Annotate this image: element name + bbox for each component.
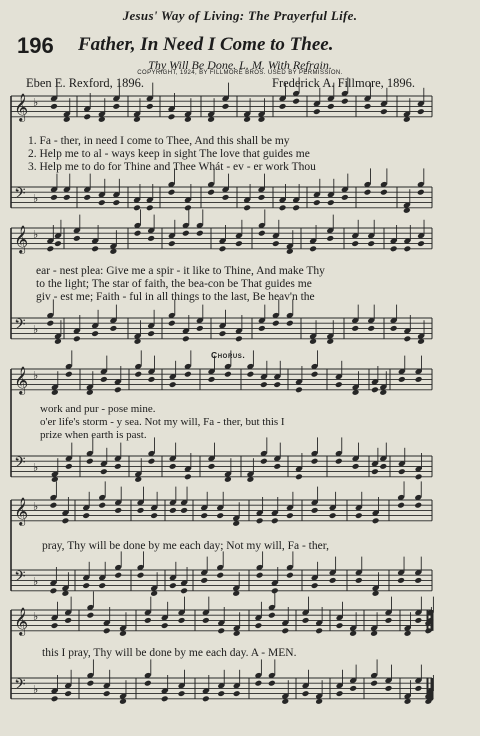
flat-sign: ♭	[33, 683, 39, 696]
note-head	[351, 325, 359, 332]
note-head	[414, 685, 422, 692]
note-head	[147, 330, 155, 337]
lyric-line-s3-v3: prize when earth is past.	[40, 429, 147, 441]
note-head	[415, 376, 423, 383]
note-head	[224, 371, 232, 378]
note-head	[114, 386, 122, 393]
lyric-line-s1-v2: 2. Help me to al - ways keep in sight The love that guides me	[28, 148, 310, 160]
note-head	[161, 622, 169, 629]
note-head	[112, 103, 120, 110]
note-head	[98, 502, 106, 509]
note-head	[86, 680, 94, 687]
note-head	[397, 502, 405, 509]
note-head	[302, 617, 310, 624]
note-head	[271, 517, 279, 524]
flat-sign: ♭	[33, 575, 39, 588]
note-head	[91, 245, 99, 252]
note-head	[46, 320, 54, 327]
note-head	[180, 587, 188, 594]
note-head	[279, 204, 287, 211]
composer-credit: Frederick A. Fillmore, 1896.	[272, 76, 416, 90]
note-head	[272, 320, 280, 327]
hymn-title: Father, In Need I Come to Thee.	[78, 34, 334, 55]
note-head	[114, 463, 122, 470]
note-head	[202, 695, 210, 702]
note-head	[414, 502, 422, 509]
note-head	[268, 680, 276, 687]
note-head	[258, 230, 266, 237]
lyric-line-s3-v2: o'er life's storm - y sea. Not my will, Fa - ther, but this I	[40, 416, 285, 428]
note-head	[219, 330, 227, 337]
note-head	[254, 680, 262, 687]
note-head	[329, 577, 337, 584]
note-head	[336, 622, 344, 629]
hymn-number: 196	[17, 33, 54, 58]
bass-clef: 𝄢	[14, 316, 26, 337]
note-head	[286, 572, 294, 579]
note-head	[313, 199, 321, 206]
note-head	[256, 517, 264, 524]
note-head	[148, 376, 156, 383]
treble-clef: 𝄞	[14, 497, 29, 525]
note-head	[398, 376, 406, 383]
lyric-line-s3-v1: work and pur - pose mine.	[40, 403, 156, 415]
note-head	[243, 204, 251, 211]
note-head	[64, 617, 72, 624]
note-head	[335, 458, 343, 465]
note-head	[292, 204, 300, 211]
note-head	[219, 245, 227, 252]
note-head	[148, 458, 156, 465]
treble-clef: 𝄞	[14, 93, 29, 121]
note-head	[65, 463, 73, 470]
note-head	[279, 103, 287, 110]
note-head	[51, 622, 59, 629]
note-head	[341, 98, 349, 105]
note-head	[414, 577, 422, 584]
note-head	[327, 199, 335, 206]
note-head	[222, 103, 230, 110]
note-head	[256, 572, 264, 579]
treble-clef: 𝄞	[14, 607, 29, 635]
note-head	[49, 587, 57, 594]
note-head	[51, 695, 59, 702]
note-head	[137, 572, 145, 579]
note-head	[390, 245, 398, 252]
note-head	[286, 320, 294, 327]
lyric-line-s2-v2: to the light; The star of faith, the bea-con be That guides me	[36, 278, 312, 290]
lyric-line-s1-v1: 1. Fa - ther, in need I come to Thee, And this shall be my	[28, 135, 290, 147]
note-head	[417, 108, 425, 115]
note-head	[46, 245, 54, 252]
lyric-line-s2-v3: giv - est me; Faith - ful in all things to the last, Be heav'n the	[36, 291, 315, 303]
note-head	[352, 463, 360, 470]
note-head	[86, 612, 94, 619]
note-head	[326, 235, 334, 242]
note-head	[295, 386, 303, 393]
note-head	[168, 320, 176, 327]
note-head	[311, 507, 319, 514]
note-head	[114, 572, 122, 579]
note-head	[168, 189, 176, 196]
note-head	[208, 376, 216, 383]
note-head	[184, 371, 192, 378]
note-head	[114, 507, 122, 514]
note-head	[134, 230, 142, 237]
lyric-line-s4: pray, Thy will be done by me each day; Not my will, Fa - ther,	[42, 540, 329, 552]
note-head	[169, 463, 177, 470]
note-head	[98, 199, 106, 206]
note-head	[222, 194, 230, 201]
note-head	[403, 335, 411, 342]
note-head	[415, 473, 423, 480]
note-head	[196, 230, 204, 237]
note-head	[200, 577, 208, 584]
note-head	[86, 458, 94, 465]
note-head	[103, 690, 111, 697]
note-head	[385, 685, 393, 692]
note-head	[98, 582, 106, 589]
note-head	[50, 194, 58, 201]
note-head	[147, 235, 155, 242]
author-credit: Eben E. Rexford, 1896.	[26, 76, 145, 90]
bass-clef: 𝄢	[14, 676, 26, 697]
note-head	[182, 230, 190, 237]
note-head	[417, 240, 425, 247]
lyric-line-s1-v3: 3. Help me to do for Thine and Thee Whát - ev - er work Thou	[28, 161, 316, 173]
note-head	[268, 612, 276, 619]
lyric-line-s2-v1: ear - nest plea: Give me a spir - it like to Thine, And make Thy	[36, 265, 325, 277]
note-head	[370, 680, 378, 687]
flat-sign: ♭	[33, 228, 39, 241]
note-head	[254, 622, 262, 629]
note-head	[182, 335, 190, 342]
note-head	[144, 617, 152, 624]
note-head	[371, 468, 379, 475]
note-head	[385, 617, 393, 624]
note-head	[311, 371, 319, 378]
note-head	[217, 627, 225, 634]
note-head	[311, 458, 319, 465]
note-head	[235, 335, 243, 342]
copyright-notice: COPYRIGHT, 1924, BY FILLMORE BROS. USED BY PERMISSION.	[137, 70, 343, 76]
note-head	[258, 325, 266, 332]
flat-sign: ♭	[33, 461, 39, 474]
bass-clef: 𝄢	[14, 185, 26, 206]
note-head	[169, 381, 177, 388]
lyric-line-s5: this I pray, Thy will be done by me each day. A - MEN.	[42, 647, 297, 659]
note-head	[184, 473, 192, 480]
note-head	[82, 512, 90, 519]
note-head	[341, 194, 349, 201]
note-head	[258, 194, 266, 201]
note-head	[397, 577, 405, 584]
note-head	[351, 240, 359, 247]
note-head	[295, 473, 303, 480]
note-head	[83, 113, 91, 120]
note-head	[372, 517, 380, 524]
note-head	[146, 204, 154, 211]
note-head	[313, 108, 321, 115]
note-head	[63, 194, 71, 201]
note-head	[309, 245, 317, 252]
note-head	[367, 240, 375, 247]
note-head	[233, 690, 241, 697]
note-head	[196, 325, 204, 332]
chorus-label: Chorus.	[211, 350, 246, 360]
note-head	[103, 627, 111, 634]
note-head	[82, 582, 90, 589]
tune-name: Thy Will Be Done. L. M. With Refrain.	[148, 58, 332, 72]
note-head	[292, 98, 300, 105]
flat-sign: ♭	[33, 610, 39, 623]
note-head	[137, 507, 145, 514]
note-head	[355, 577, 363, 584]
note-head	[272, 240, 280, 247]
note-head	[207, 189, 215, 196]
note-head	[168, 113, 176, 120]
flat-sign: ♭	[33, 96, 39, 109]
note-head	[208, 463, 216, 470]
note-head	[169, 507, 177, 514]
note-head	[367, 325, 375, 332]
note-head	[150, 512, 158, 519]
note-head	[144, 680, 152, 687]
flat-sign: ♭	[33, 323, 39, 336]
note-head	[169, 582, 177, 589]
note-head	[184, 204, 192, 211]
note-head	[398, 468, 406, 475]
note-head	[83, 194, 91, 201]
note-head	[54, 240, 62, 247]
note-head	[235, 240, 243, 247]
note-head	[73, 235, 81, 242]
note-head	[65, 371, 73, 378]
note-head	[100, 376, 108, 383]
note-head	[146, 103, 154, 110]
note-head	[329, 512, 337, 519]
note-head	[49, 502, 57, 509]
note-head	[364, 189, 372, 196]
note-head	[302, 690, 310, 697]
note-head	[200, 512, 208, 519]
note-head	[336, 690, 344, 697]
note-head	[327, 103, 335, 110]
treble-clef: 𝄞	[14, 366, 29, 394]
flat-sign: ♭	[33, 369, 39, 382]
note-head	[100, 468, 108, 475]
section-heading: Jesus' Way of Living: The Prayerful Life.	[122, 8, 358, 23]
note-head	[61, 517, 69, 524]
note-head	[380, 189, 388, 196]
note-head	[349, 685, 357, 692]
note-head	[260, 458, 268, 465]
note-head	[161, 695, 169, 702]
treble-clef: 𝄞	[14, 225, 29, 253]
note-head	[178, 690, 186, 697]
note-head	[364, 103, 372, 110]
note-head	[216, 512, 224, 519]
note-head	[273, 463, 281, 470]
note-head	[180, 507, 188, 514]
note-head	[133, 204, 141, 211]
note-head	[202, 617, 210, 624]
note-head	[216, 572, 224, 579]
bass-clef: 𝄢	[14, 454, 26, 475]
note-head	[286, 512, 294, 519]
note-head	[134, 371, 142, 378]
note-head	[379, 463, 387, 470]
flat-sign: ♭	[33, 192, 39, 205]
note-head	[380, 108, 388, 115]
note-head	[403, 245, 411, 252]
note-head	[371, 386, 379, 393]
note-head	[112, 199, 120, 206]
note-head	[273, 381, 281, 388]
note-head	[73, 335, 81, 342]
bass-clef: 𝄢	[14, 568, 26, 589]
note-head	[315, 627, 323, 634]
note-head	[417, 189, 425, 196]
note-head	[64, 690, 72, 697]
note-head	[335, 381, 343, 388]
note-head	[246, 371, 254, 378]
note-head	[260, 381, 268, 388]
note-head	[355, 512, 363, 519]
note-head	[168, 240, 176, 247]
note-head	[281, 627, 289, 634]
note-head	[390, 325, 398, 332]
note-head	[311, 582, 319, 589]
note-head	[178, 617, 186, 624]
note-head	[217, 690, 225, 697]
note-head	[414, 617, 422, 624]
flat-sign: ♭	[33, 500, 39, 513]
note-head	[91, 330, 99, 337]
note-head	[50, 103, 58, 110]
note-head	[109, 325, 117, 332]
